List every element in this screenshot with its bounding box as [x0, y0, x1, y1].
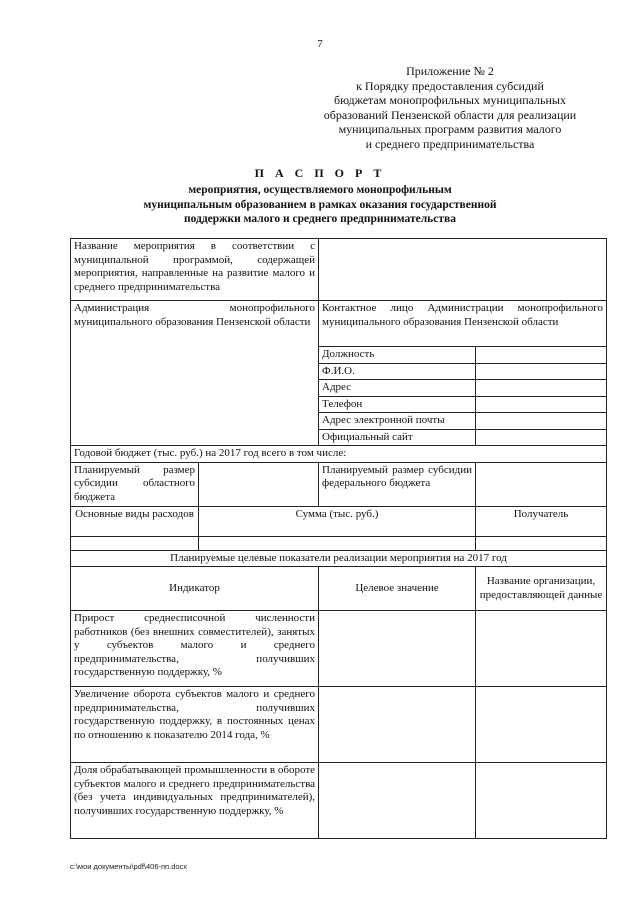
- subtitle-line: муниципальным образованием в рамках оказания государственной: [143, 198, 497, 211]
- contact-field-label: Официальный сайт: [319, 429, 476, 446]
- regional-subsidy-value[interactable]: [199, 462, 319, 506]
- indicator-cell: Прирост среднесписочной численности работников (без внешних совместителей), занятых у субъектов малого и среднего предпринимательства, получивших государственную поддержку, %: [71, 611, 319, 687]
- data-org-cell[interactable]: [476, 611, 607, 687]
- appendix-line: муниципальных программ развития малого: [338, 122, 562, 136]
- contact-field-value[interactable]: [476, 413, 607, 430]
- passport-subtitle: [0, 183, 640, 227]
- expense-type-cell[interactable]: [71, 536, 199, 550]
- event-name-value[interactable]: [319, 239, 607, 301]
- contact-field-value[interactable]: [476, 363, 607, 380]
- regional-subsidy-label: Планируемый размер субсидии областного бюджета: [71, 462, 199, 506]
- expense-sum-cell[interactable]: [199, 536, 476, 550]
- contact-field-value[interactable]: [476, 347, 607, 364]
- contact-label: Контактное лицо Администрации монопрофильного муниципального образования Пензенской области: [319, 301, 607, 347]
- admin-label: Администрация монопрофильного муниципального образования Пензенской области: [71, 301, 319, 446]
- contact-field-value[interactable]: [476, 429, 607, 446]
- subtitle-line: мероприятия, осуществляемого монопрофильным: [188, 184, 452, 196]
- page-number: 7: [317, 38, 323, 50]
- federal-subsidy-label: Планируемый размер субсидии федерального бюджета: [319, 462, 476, 506]
- indicator-header: Индикатор: [71, 567, 319, 611]
- subtitle-line: поддержки малого и среднего предпринимательства: [184, 213, 456, 225]
- contact-field-label: Телефон: [319, 396, 476, 413]
- target-value-cell[interactable]: [319, 611, 476, 687]
- expense-recipient-cell[interactable]: [476, 536, 607, 550]
- federal-subsidy-value[interactable]: [476, 462, 607, 506]
- data-org-cell[interactable]: [476, 763, 607, 839]
- appendix-line: к Порядку предоставления субсидий: [356, 78, 544, 93]
- expense-recipient-header: Получатель: [476, 506, 607, 536]
- target-value-cell[interactable]: [319, 687, 476, 763]
- contact-field-value[interactable]: [476, 380, 607, 397]
- contact-field-label: Адрес электронной почты: [319, 413, 476, 430]
- appendix-line: бюджетам монопрофильных муниципальных: [334, 93, 566, 107]
- appendix-line: образований Пензенской области для реализации: [323, 107, 577, 122]
- data-org-cell[interactable]: [476, 687, 607, 763]
- indicator-cell: Увеличение оборота субъектов малого и среднего предпринимательства, получивших государственную поддержку, в постоянных ценах по отношению к показателю 2014 года, %: [71, 687, 319, 763]
- budget-label: Годовой бюджет (тыс. руб.) на 2017 год всего в том числе:: [71, 446, 607, 463]
- footer-file-path: c:\мои документы\pdf\406-пп.docx: [70, 862, 188, 871]
- contact-field-value[interactable]: [476, 396, 607, 413]
- expense-sum-header: Сумма (тыс. руб.): [199, 506, 476, 536]
- indicator-cell: Доля обрабатывающей промышленности в обороте субъектов малого и среднего предпринимательства (без учета индивидуальных предпринимателей), получивших государственную поддержку, %: [71, 763, 319, 839]
- target-value-cell[interactable]: [319, 763, 476, 839]
- contact-field-label: Адрес: [319, 380, 476, 397]
- contact-field-label: Должность: [319, 347, 476, 364]
- passport-table: [70, 238, 607, 839]
- event-name-label: Название мероприятия в соответствии с муниципальной программой, содержащей мероприятия, направленные на развитие малого и среднего предпринимательства: [71, 239, 319, 301]
- appendix-line: Приложение № 2: [406, 64, 494, 78]
- target-value-header: Целевое значение: [319, 567, 476, 611]
- appendix-line: и среднего предпринимательства: [365, 136, 535, 151]
- expense-types-header: Основные виды расходов: [71, 506, 199, 536]
- appendix-block: [300, 64, 600, 151]
- passport-title: П А С П О Р Т: [254, 166, 386, 180]
- contact-field-label: Ф.И.О.: [319, 363, 476, 380]
- data-org-header: Название организации, предоставляющей данные: [476, 567, 607, 611]
- targets-title: Планируемые целевые показатели реализации мероприятия на 2017 год: [71, 550, 607, 567]
